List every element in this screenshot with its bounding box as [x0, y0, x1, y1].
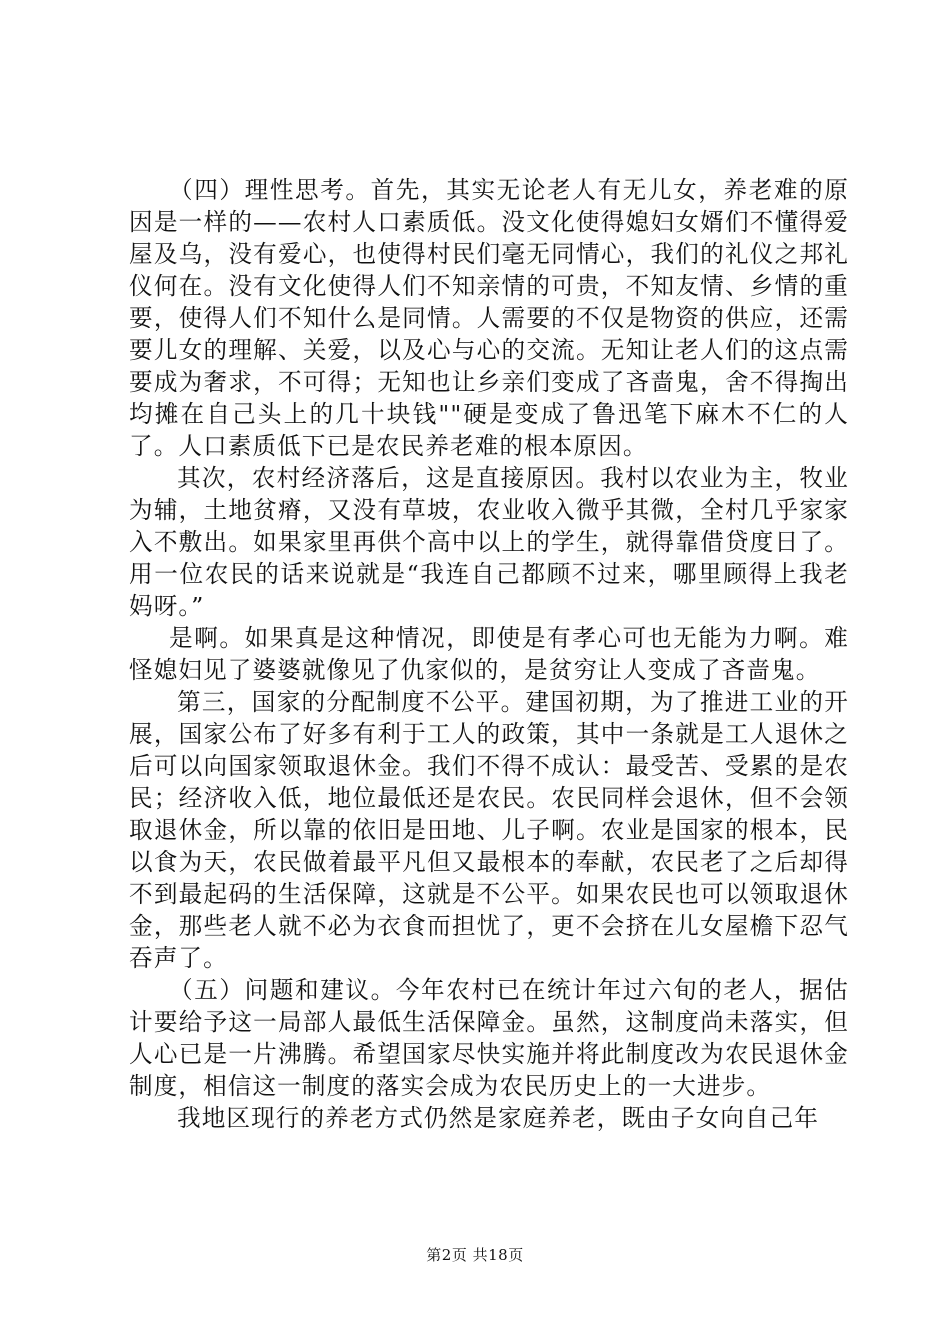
paragraph-economic-cause: 其次，农村经济落后，这是直接原因。我村以农业为主，牧业为辅，土地贫瘠，又没有草坡，农业收入微乎其微，全村几乎家家入不敷出。如果家里再供个高中以上的学生，就得靠借贷度日了。用一位农民的话来说就是“我连自己都顾不过来，哪里顾得上我老妈呀。”	[129, 464, 849, 620]
paragraph-problems-suggestions: （五）问题和建议。今年农村已在统计年过六旬的老人，据估计要给予这一局部人最低生活保障金。虽然，这制度尚未落实，但人心已是一片沸腾。希望国家尽快实施并将此制度改为农民退休金制度，相信这一制度的落实会成为农民历史上的一大进步。	[129, 976, 849, 1100]
paragraph-rational-thinking: （四）理性思考。首先，其实无论老人有无儿女，养老难的原因是一样的——农村人口素质低。没文化使得媳妇女婿们不懂得爱屋及乌，没有爱心，也使得村民们毫无同情心，我们的礼仪之邦礼仪何在。没有文化使得人们不知亲情的可贵，不知友情、乡情的重要，使得人们不知什么是同情。人需要的不仅是物资的供应，还需要儿女的理解、关爱，以及心与心的交流。无知让老人们的这点需要成为奢求，不可得；无知也让乡亲们变成了吝啬鬼，舍不得掏出均摊在自己头上的几十块钱""硬是变成了鲁迅笔下麻木不仁的人了。人口素质低下已是农民养老难的根本原因。	[129, 176, 849, 460]
document-body	[129, 174, 849, 1134]
page-number-footer: 第2页 共18页	[426, 1246, 524, 1264]
paragraph-distribution-system: 第三，国家的分配制度不公平。建国初期，为了推进工业的开展，国家公布了好多有利于工人的政策，其中一条就是工人退休之后可以向国家领取退休金。我们不得不成认：最受苦、受累的是农民；经济收入低，地位最低还是农民。农民同样会退休，但不会领取退休金，所以靠的依旧是田地、儿子啊。农业是国家的根本，民以食为天，农民做着最平凡但又最根本的奉献，农民老了之后却得不到最起码的生活保障，这就是不公平。如果农民也可以领取退休金，那些老人就不必为衣食而担忧了，更不会挤在儿女屋檐下忍气吞声了。	[129, 688, 849, 972]
paragraph-current-pension: 我地区现行的养老方式仍然是家庭养老，既由子女向自己年	[177, 1104, 820, 1132]
paragraph-poverty-remark: 是啊。如果真是这种情况，即使是有孝心可也无能为力啊。难怪媳妇见了婆婆就像见了仇家似的，是贫穷让人变成了吝啬鬼。	[129, 624, 849, 684]
